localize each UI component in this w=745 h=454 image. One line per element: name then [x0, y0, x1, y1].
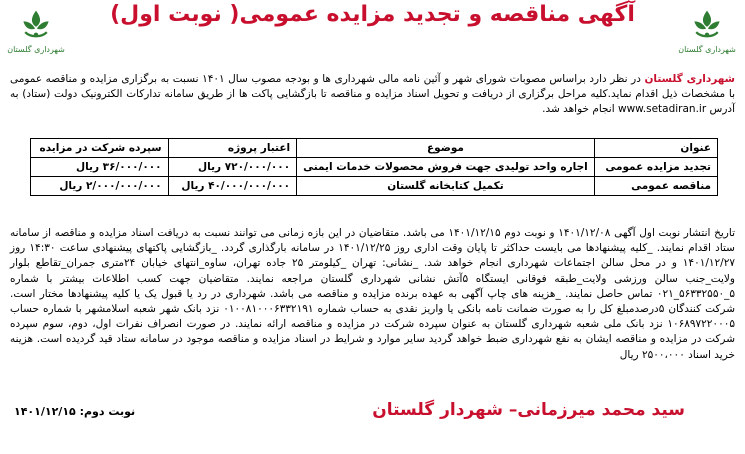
table-row	[31, 158, 718, 177]
row-title: تجدید مزایده عمومی	[594, 158, 717, 177]
logo-caption: شهرداری گلستان	[678, 45, 736, 54]
row-subject: تکمیل کتابخانه گلستان	[297, 177, 595, 196]
publish-date: نوبت دوم: ۱۴۰۱/۱۲/۱۵	[14, 405, 136, 418]
logo-right	[677, 6, 737, 64]
municipality-emblem-icon	[18, 6, 54, 44]
table-header-row	[31, 139, 718, 158]
row-deposit: ۲/۰۰۰/۰۰۰/۰۰۰ ریال	[31, 177, 169, 196]
row-subject: اجاره واحد تولیدی جهت فروش محصولات خدمات ایمنی	[297, 158, 595, 177]
intro-text: در نظر دارد براساس مصوبات شورای شهر و آئین نامه مالی شهرداری ها و بودجه مصوب سال ۱۴۰۱ نسبت به برگزاری مزایده و مناقصه عمومی با مشخصات ذیل اقدام نماید.کلیه مراحل برگزاری از دریافت و تحویل اسناد مزایده و مناقصه تا بازگشایی پاکت ها از طریق سامانه تدارکات الکترونیک دولت (ستاد) به آدرس www.setadiran.ir انجام خواهد شد.	[10, 73, 735, 115]
body-paragraph: تاریخ انتشار نوبت اول آگهی ۱۴۰۱/۱۲/۰۸ و نوبت دوم ۱۴۰۱/۱۲/۱۵ می باشد. متقاضیان در این بازه زمانی می توانند نسبت به دریافت اسناد مزایده و مناقصه از سامانه ستاد اقدام نمایند. _کلیه پیشنهادها می بایست حداکثر تا پایان وقت اداری روز ۱۴۰۱/۱۲/۲۵ در سامانه بارگذاری گردد. _بازگشایی پاکتهای پیشنهادی ساعت ۱۴:۳۰ روز ۱۴۰۱/۱۲/۲۷ و در محل سالن اجتماعات شهرداری انجام خواهد شد. _نشانی: تهران _کیلومتر ۲۵ جاده تهران، ساوه_انتهای خیابان ۲۴متری جمران_تقاطع بلوار ولایت_جنب سالن ورزشی ولایت_طبقه فوقانی ایستگاه ۵آتش نشانی شهرداری گلستان مراجعه نمایند. متقاضیان جهت کسب اطلاعات بیشتر با شماره ۵_۵۶۳۳۲۵۵۰_۰۲۱ تماس حاصل نمایند. _هزینه های چاپ آگهی به عهده برنده مزایده و مناقصه می باشد. شهرداری در رد یا قبول یک یا کلیه پیشنهادها مختار است. شرکت کنندگان ۵درصدمبلغ کل را به صورت ضمانت نامه بانکی یا واریز نقدی به حساب شماره ۰۱۰۰۸۱۰۰۰۶۳۳۲۱۹۱ نزد بانک شهر شعبه اسلامشهر با شماره حساب ۱۰۶۸۹۷۲۲۰۰۰۵ نزد بانک ملی شعبه شهرداری گلستان به عنوان سپرده شرکت در مزایده و مناقصه ارائه نمایند. در صورت انصراف نفرات اول، دوم، سوم سپرده شرکت در مزایده و مناقصه ایشان به نفع شهرداری ضبط خواهد گردید سایر موارد و شرایط در اسناد مزایده و مناقصه موجود در سامانه ستاد قید گردیده است. هزینه خرید اسناد ۲۵۰۰،۰۰۰ ریال	[10, 227, 736, 361]
table-row	[31, 177, 718, 196]
items-table	[30, 138, 718, 196]
intro-paragraph	[10, 72, 735, 117]
header-deposit: سپرده شرکت در مزایده	[31, 139, 169, 158]
header-subject: موضوع	[297, 139, 595, 158]
municipality-emblem-icon	[689, 6, 725, 44]
header-budget: اعتبار پروژه	[168, 139, 297, 158]
intro-organization: شهرداری گلستان	[644, 73, 736, 85]
row-budget: ۴۰/۰۰۰/۰۰۰/۰۰۰ ریال	[168, 177, 297, 196]
signer-name: سید محمد میرزمانی– شهردار گلستان	[372, 400, 685, 420]
row-title: مناقصه عمومی	[594, 177, 717, 196]
notice-title: آگهی مناقصه و تجدید مزایده عمومی( نوبت اول)	[110, 2, 635, 27]
logo-caption: شهرداری گلستان	[7, 45, 65, 54]
row-deposit: ۳۶/۰۰۰/۰۰۰ ریال	[31, 158, 169, 177]
header-title: عنوان	[594, 139, 717, 158]
logo-left	[6, 6, 66, 64]
row-budget: ۷۲۰/۰۰۰/۰۰۰ ریال	[168, 158, 297, 177]
